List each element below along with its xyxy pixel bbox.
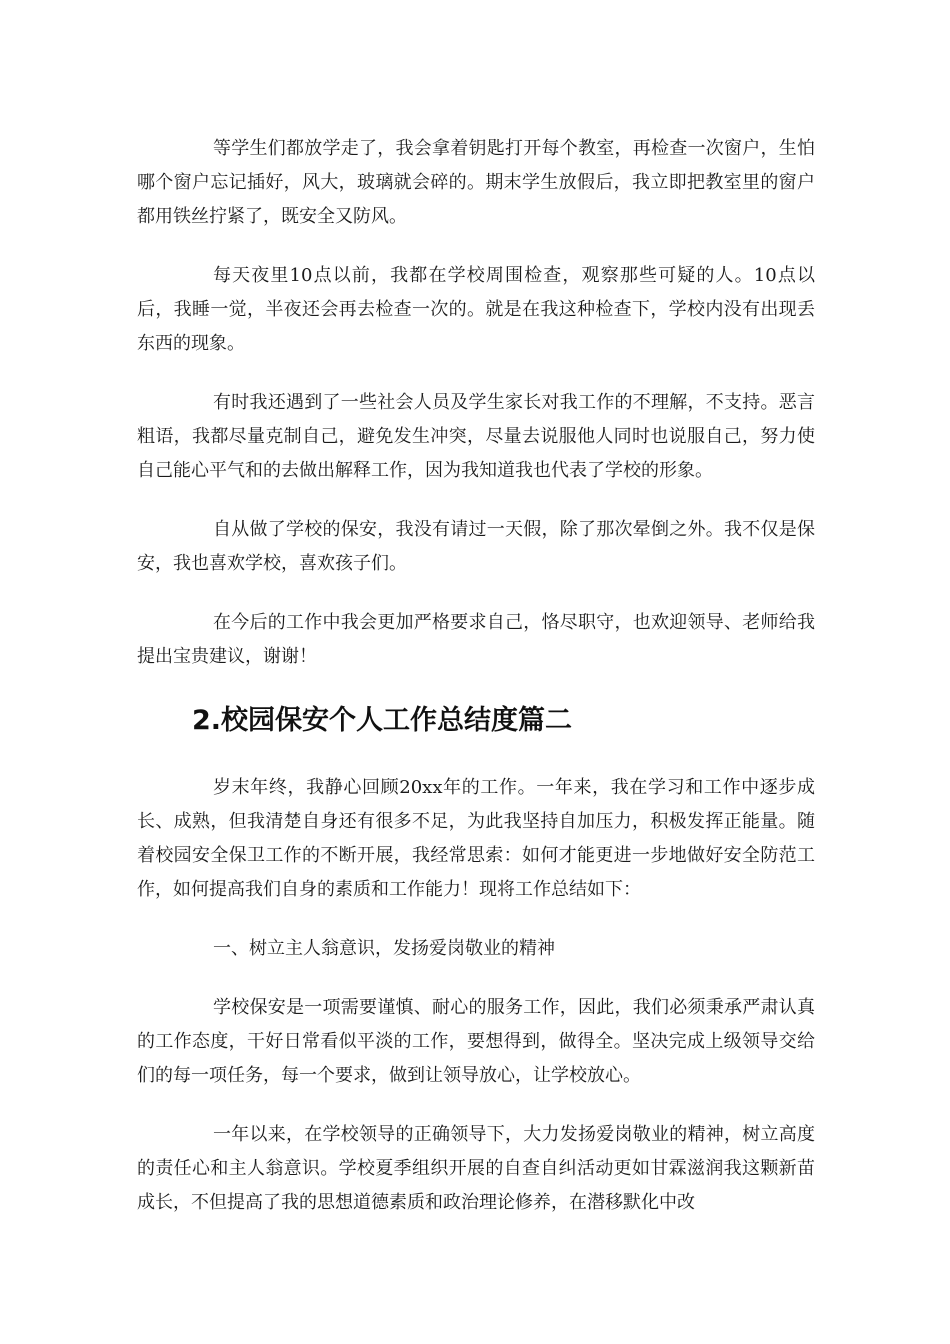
section-heading: 2.校园保安个人工作总结度篇二 bbox=[192, 705, 573, 736]
paragraph-dedication: 一年以来，在学校领导的正确领导下，大力发扬爱岗敬业的精神，树立高度的责任心和主人翁意识。学校夏季组织开展的自查自纠活动更如甘霖滋润我这颗新苗成长，不但提高了我的思想道德素质和政治理论修养，在潜移默化中改 bbox=[137, 1124, 815, 1213]
paragraph-no-leave: 自从做了学校的保安，我没有请过一天假，除了那次晕倒之外。我不仅是保安，我也喜欢学校，喜欢孩子们。 bbox=[137, 519, 815, 574]
paragraph-closing-thanks: 在今后的工作中我会更加严格要求自己，恪尽职守，也欢迎领导、老师给我提出宝贵建议，谢谢！ bbox=[137, 612, 815, 667]
document-body bbox=[137, 132, 815, 1245]
paragraph-night-patrol: 每天夜里10点以前，我都在学校周围检查，观察那些可疑的人。10点以后，我睡一觉，半夜还会再去检查一次的。就是在我这种检查下，学校内没有出现丢东西的现象。 bbox=[137, 265, 815, 354]
paragraph-year-review: 岁末年终，我静心回顾20xx年的工作。一年来，我在学习和工作中逐步成长、成熟，但我清楚自身还有很多不足，为此我坚持自加压力，积极发挥正能量。随着校园安全保卫工作的不断开展，我经常思索：如何才能更进一步地做好安全防范工作，如何提高我们自身的素质和工作能力！现将工作总结如下： bbox=[137, 777, 815, 900]
paragraph-service-attitude: 学校保安是一项需要谨慎、耐心的服务工作，因此，我们必须秉承严肃认真的工作态度，干好日常看似平淡的工作，要想得到，做得全。坚决完成上级领导交给们的每一项任务，每一个要求，做到让领导放心，让学校放心。 bbox=[137, 997, 815, 1086]
paragraph-misunderstanding: 有时我还遇到了一些社会人员及学生家长对我工作的不理解，不支持。恶言粗语，我都尽量克制自己，避免发生冲突，尽量去说服他人同时也说服自己，努力使自己能心平气和的去做出解释工作，因为我知道我也代表了学校的形象。 bbox=[137, 392, 815, 481]
subheading-ownership: 一、树立主人翁意识，发扬爱岗敬业的精神 bbox=[213, 938, 555, 959]
paragraph-window-check: 等学生们都放学走了，我会拿着钥匙打开每个教室，再检查一次窗户，生怕哪个窗户忘记插好，风大，玻璃就会碎的。期末学生放假后，我立即把教室里的窗户都用铁丝拧紧了，既安全又防风。 bbox=[137, 138, 815, 227]
